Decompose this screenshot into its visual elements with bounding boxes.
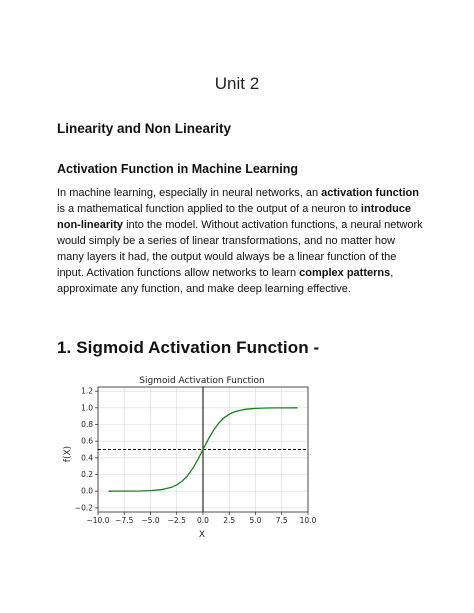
body-paragraph <box>57 185 425 297</box>
sigmoid-chart <box>58 372 328 542</box>
x-tick-label: 7.5 <box>275 516 288 525</box>
section-title: Linearity and Non Linearity <box>57 121 232 136</box>
x-tick-label: 10.0 <box>299 516 317 525</box>
paragraph-text: In machine learning, especially in neural networks, an <box>57 187 322 199</box>
chart-x-label: X <box>198 530 206 540</box>
sub-title: Activation Function in Machine Learning <box>57 162 298 176</box>
x-tick-label: −10.0 <box>86 516 110 525</box>
paragraph-text: , approximate any function, and make deep learning effective. <box>57 267 394 295</box>
y-tick-label: 1.2 <box>81 386 93 396</box>
x-tick-label: −7.5 <box>115 516 134 525</box>
x-tick-label: −2.5 <box>167 516 186 525</box>
x-tick-label: −5.0 <box>141 516 160 525</box>
x-tick-label: 2.5 <box>223 516 236 525</box>
emphasis-text: activation function <box>321 187 419 199</box>
y-tick-label: 0.2 <box>81 470 93 479</box>
unit-title: Unit 2 <box>214 74 260 93</box>
emphasis-text: complex patterns <box>299 267 391 279</box>
paragraph-text: is a mathematical function applied to the output of a neuron to <box>57 203 361 215</box>
x-tick-label: 5.0 <box>249 516 262 525</box>
paragraph-text: into the model. Without activation functions, a neural network would simply be a series of linear transformations, and no matter how many layers it had, the output would always be a linear function of the input. Activation functions allow networks to learn <box>57 219 423 279</box>
chart-y-label: f(X) <box>63 445 73 463</box>
chart-title: Sigmoid Activation Function <box>139 376 265 386</box>
emphasis-text: introduce non-linearity <box>57 203 412 231</box>
y-tick-label: 0.4 <box>81 453 93 463</box>
y-tick-label: 0.0 <box>81 486 93 496</box>
y-tick-label: 0.8 <box>81 420 93 429</box>
heading-sigmoid: 1. Sigmoid Activation Function - <box>57 338 320 357</box>
y-tick-label: −0.2 <box>74 503 93 513</box>
y-tick-label: 0.6 <box>81 436 93 446</box>
y-tick-label: 1.0 <box>81 403 93 413</box>
x-tick-label: 0.0 <box>197 516 209 525</box>
